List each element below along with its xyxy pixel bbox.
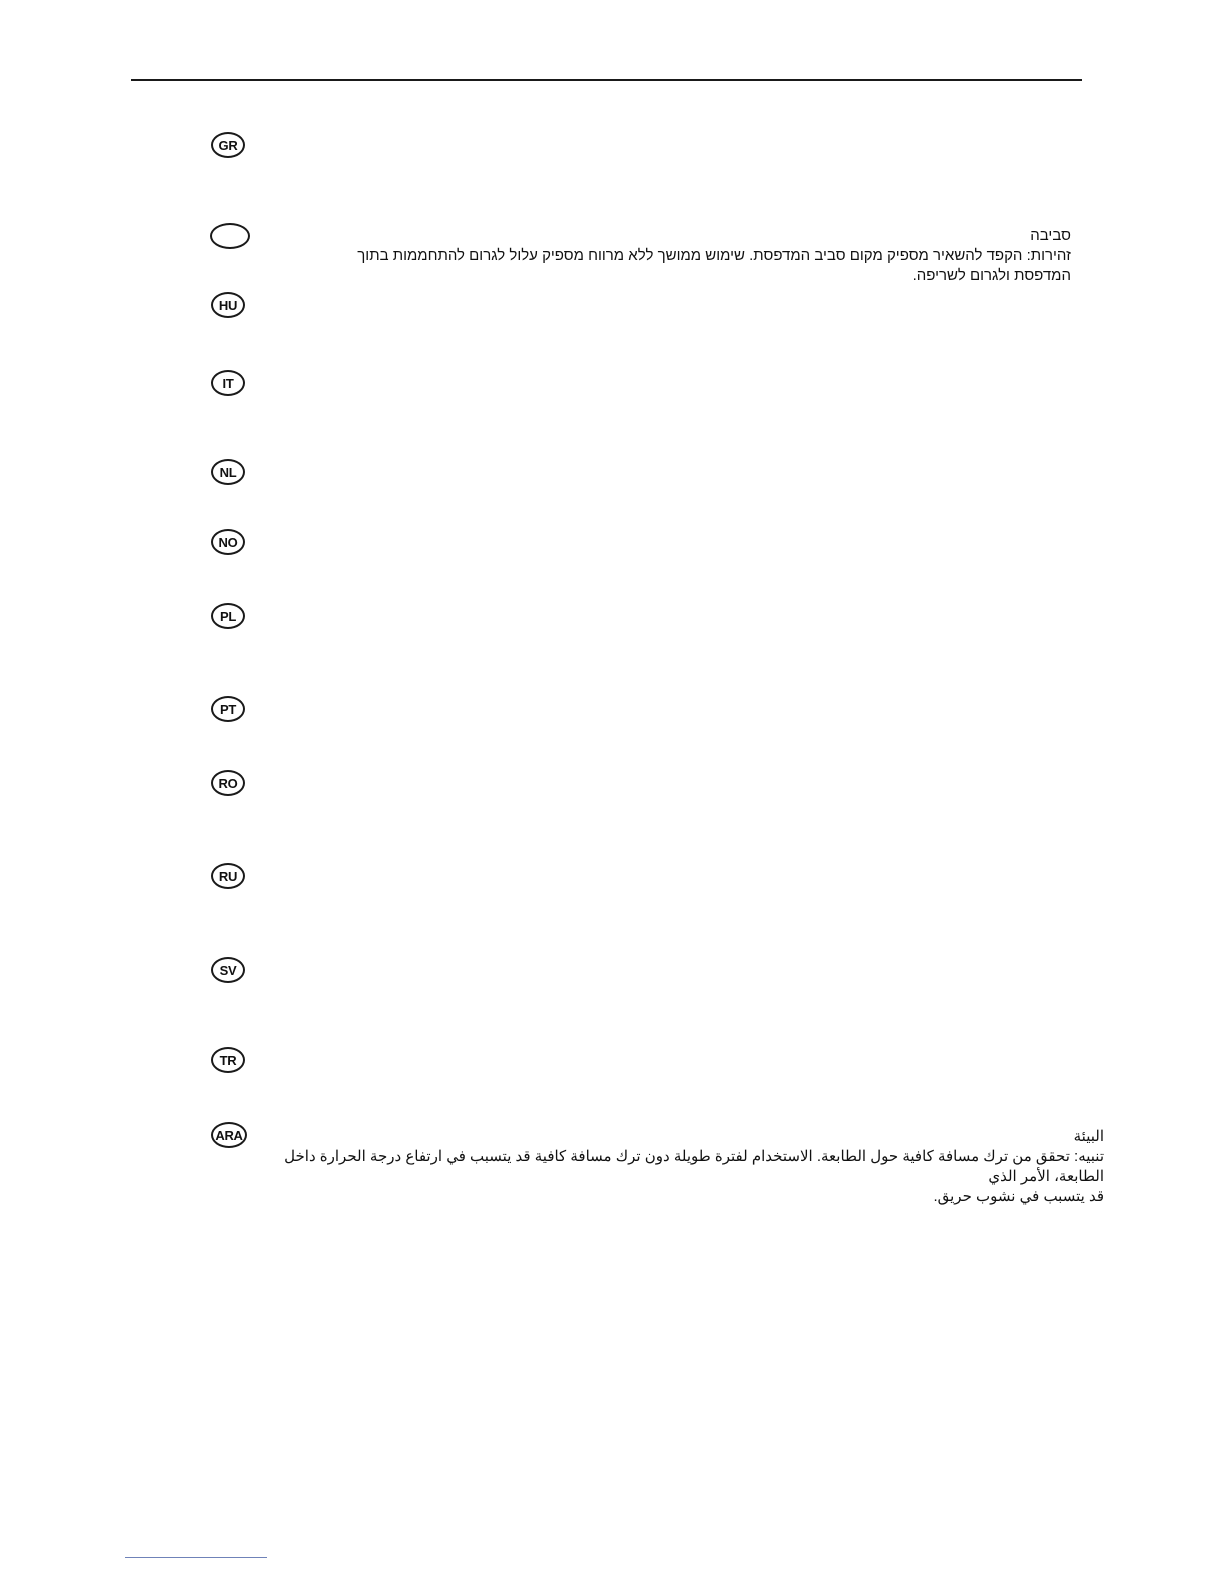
language-badge-ro: RO (211, 770, 245, 796)
arabic-environment-section (234, 1127, 1104, 1207)
arabic-warning-line-1: تنبيه: تحقق من ترك مسافة كافية حول الطابعة. الاستخدام لفترة طويلة دون ترك مسافة كافية قد يتسبب في ارتفاع درجة الحرارة داخل الطابعة، الأمر الذي (284, 1148, 1104, 1185)
language-badge-hu: HU (211, 292, 245, 318)
hebrew-warning-line-1: זהירות: הקפד להשאיר מספיק מקום סביב המדפסת. שימוש ממושך ללא מרווח מספיק עלול לגרום להתחממות בתוך (357, 247, 1071, 264)
language-badge-he (210, 223, 250, 249)
arabic-heading: البيئة (1073, 1128, 1104, 1145)
language-badge-no: NO (211, 529, 245, 555)
hebrew-warning-line-2: המדפסת ולגרום לשריפה. (912, 267, 1071, 284)
hebrew-heading: סביבה (1030, 227, 1071, 244)
language-badge-sv: SV (211, 957, 245, 983)
language-badge-gr: GR (211, 132, 245, 158)
header-rule (131, 79, 1082, 81)
hebrew-environment-section (311, 226, 1071, 286)
language-badge-ara: ARA (211, 1122, 247, 1148)
language-badge-pl: PL (211, 603, 245, 629)
language-badge-nl: NL (211, 459, 245, 485)
language-badge-tr: TR (211, 1047, 245, 1073)
footer-link-underline (125, 1557, 267, 1558)
language-badge-ru: RU (211, 863, 245, 889)
language-badge-it: IT (211, 370, 245, 396)
arabic-warning-line-2: قد يتسبب في نشوب حريق. (933, 1188, 1104, 1205)
language-badge-pt: PT (211, 696, 245, 722)
